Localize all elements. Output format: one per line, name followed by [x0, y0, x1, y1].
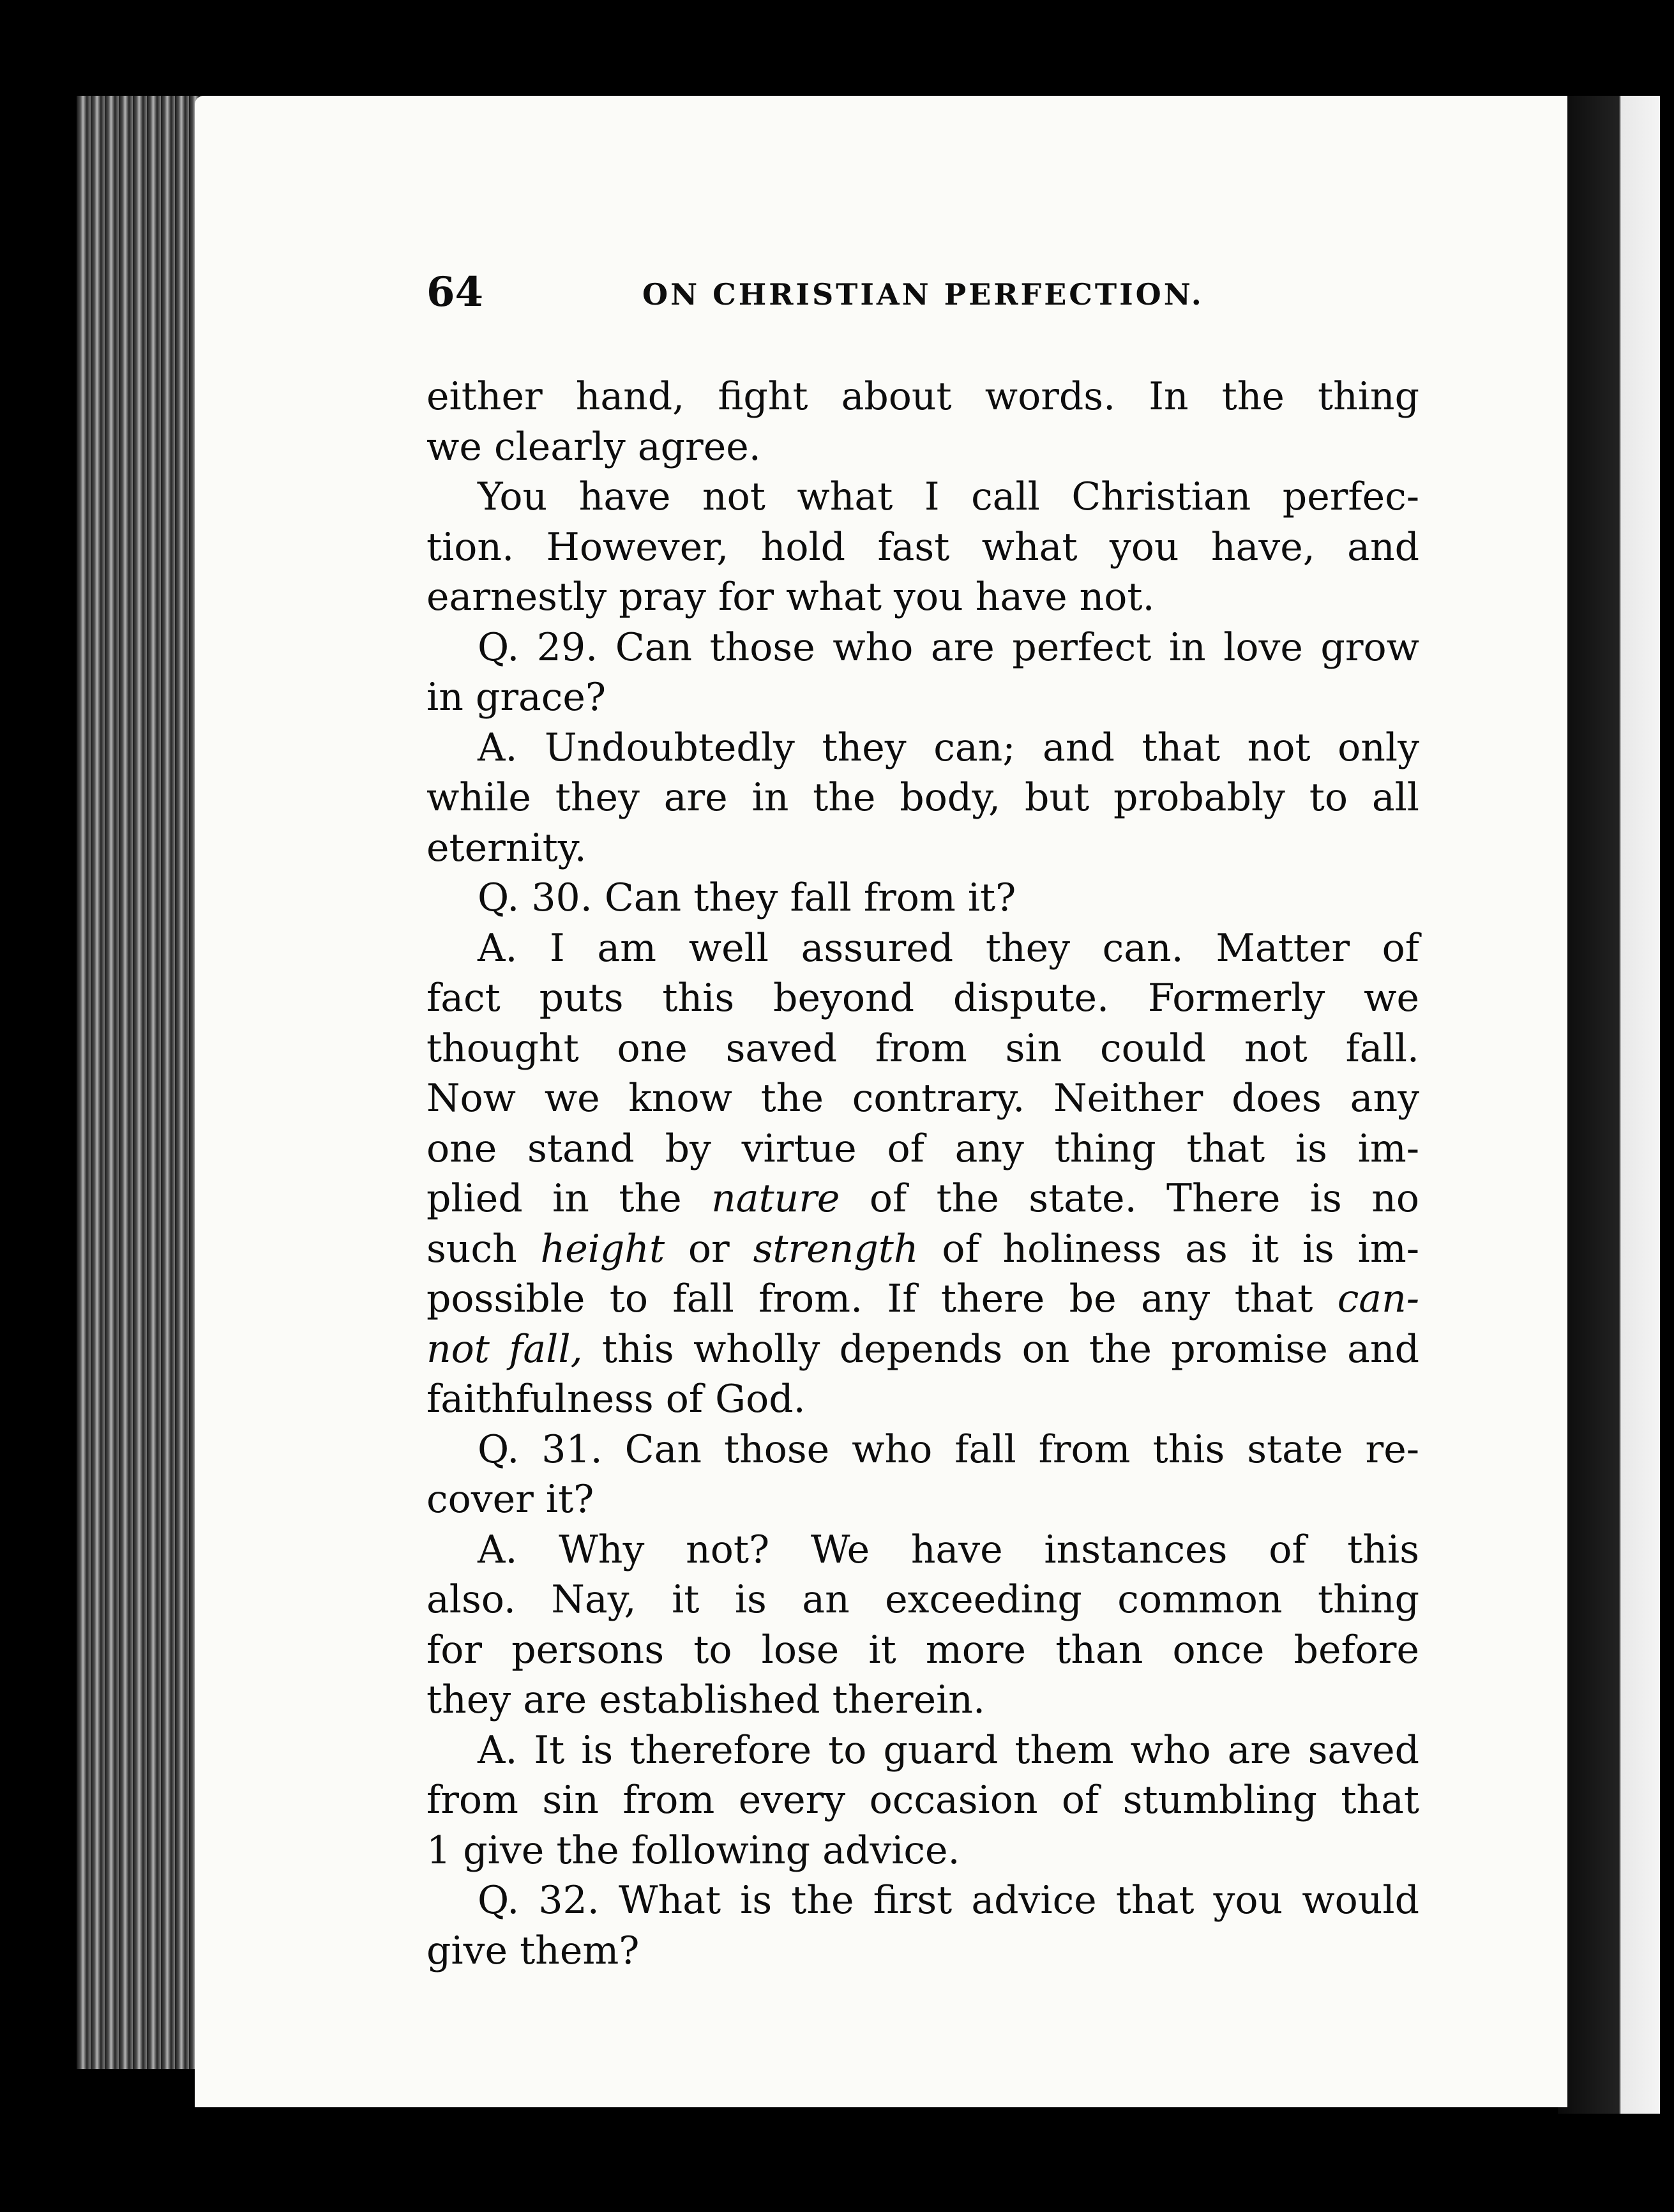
text-line: Now we know the contrary. Neither does any	[426, 1076, 1419, 1121]
text-line: earnestly pray for what you have not.	[426, 575, 1155, 619]
text-line: give them?	[426, 1928, 640, 1973]
book-fore-edge	[77, 96, 214, 2069]
text-line: fact puts this beyond dispute. Formerly we	[426, 976, 1419, 1020]
text-line: Q. 30. Can they fall from it?	[478, 875, 1016, 920]
text-line: Q. 29. Can those who are perfect in love grow	[478, 625, 1419, 670]
text-line	[426, 1224, 1419, 1275]
facing-page-edge	[1558, 96, 1660, 2114]
italic-word: nature	[711, 1176, 840, 1221]
running-title: ON CHRISTIAN PERFECTION.	[642, 277, 1204, 312]
page-number: 64	[426, 268, 484, 316]
text-run: of holiness as it is im-	[918, 1226, 1420, 1271]
running-head	[426, 268, 1419, 326]
text-line: they are established therein.	[426, 1678, 986, 1722]
question-paragraph	[426, 1425, 1419, 1525]
text-line: eternity.	[426, 825, 587, 870]
text-run: such	[426, 1226, 541, 1271]
italic-word: height	[540, 1226, 665, 1271]
text-line: we clearly agree.	[426, 424, 761, 469]
text-line: A. I am well assured they can. Matter of	[478, 925, 1419, 971]
text-run: plied in the	[426, 1176, 712, 1221]
answer-paragraph	[426, 1525, 1419, 1725]
text-line: for persons to lose it more than once before	[426, 1627, 1419, 1672]
text-line: thought one saved from sin could not fall.	[426, 1026, 1419, 1071]
text-line: You have not what I call Christian perfec-	[478, 474, 1419, 519]
page-text-block	[426, 268, 1419, 1976]
text-run: possible to fall from. If there be any that	[426, 1276, 1338, 1321]
text-line: also. Nay, it is an exceeding common thing	[426, 1577, 1419, 1622]
text-line: Q. 31. Can those who fall from this state re-	[478, 1427, 1419, 1472]
text-line: tion. However, hold fast what you have, and	[426, 524, 1419, 570]
text-line: A. Why not? We have instances of this	[478, 1527, 1419, 1572]
text-line: A. Undoubtedly they can; and that not only	[478, 725, 1419, 770]
text-line: from sin from every occasion of stumbling that	[426, 1778, 1419, 1822]
text-line	[426, 1174, 1419, 1224]
text-line: while they are in the body, but probably to all	[426, 775, 1419, 820]
question-paragraph	[426, 623, 1419, 723]
text-line: one stand by virtue of any thing that is im-	[426, 1126, 1419, 1171]
italic-word: strength	[753, 1226, 919, 1271]
text-line: A. It is therefore to guard them who are saved	[478, 1727, 1419, 1773]
answer-paragraph	[426, 723, 1419, 874]
text-line	[426, 1274, 1419, 1324]
text-run: or	[665, 1226, 753, 1271]
question-paragraph	[426, 1875, 1419, 1976]
paragraph	[426, 372, 1419, 472]
text-line: in grace?	[426, 675, 607, 720]
italic-word: not fall,	[426, 1326, 583, 1372]
answer-paragraph	[426, 923, 1419, 1425]
paragraph	[426, 472, 1419, 623]
text-run: this wholly depends on the promise and	[582, 1326, 1419, 1372]
text-run: of the state. There is no	[840, 1176, 1420, 1221]
text-line	[426, 1324, 1419, 1375]
question-paragraph	[426, 873, 1419, 923]
text-line: either hand, fight about words. In the thing	[426, 374, 1419, 419]
answer-paragraph	[426, 1725, 1419, 1876]
text-line: 1 give the following advice.	[426, 1828, 960, 1873]
text-line: Q. 32. What is the first advice that you would	[478, 1878, 1419, 1923]
text-line: faithfulness of God.	[426, 1377, 806, 1421]
text-line: cover it?	[426, 1477, 594, 1522]
italic-word: can-	[1337, 1276, 1419, 1321]
